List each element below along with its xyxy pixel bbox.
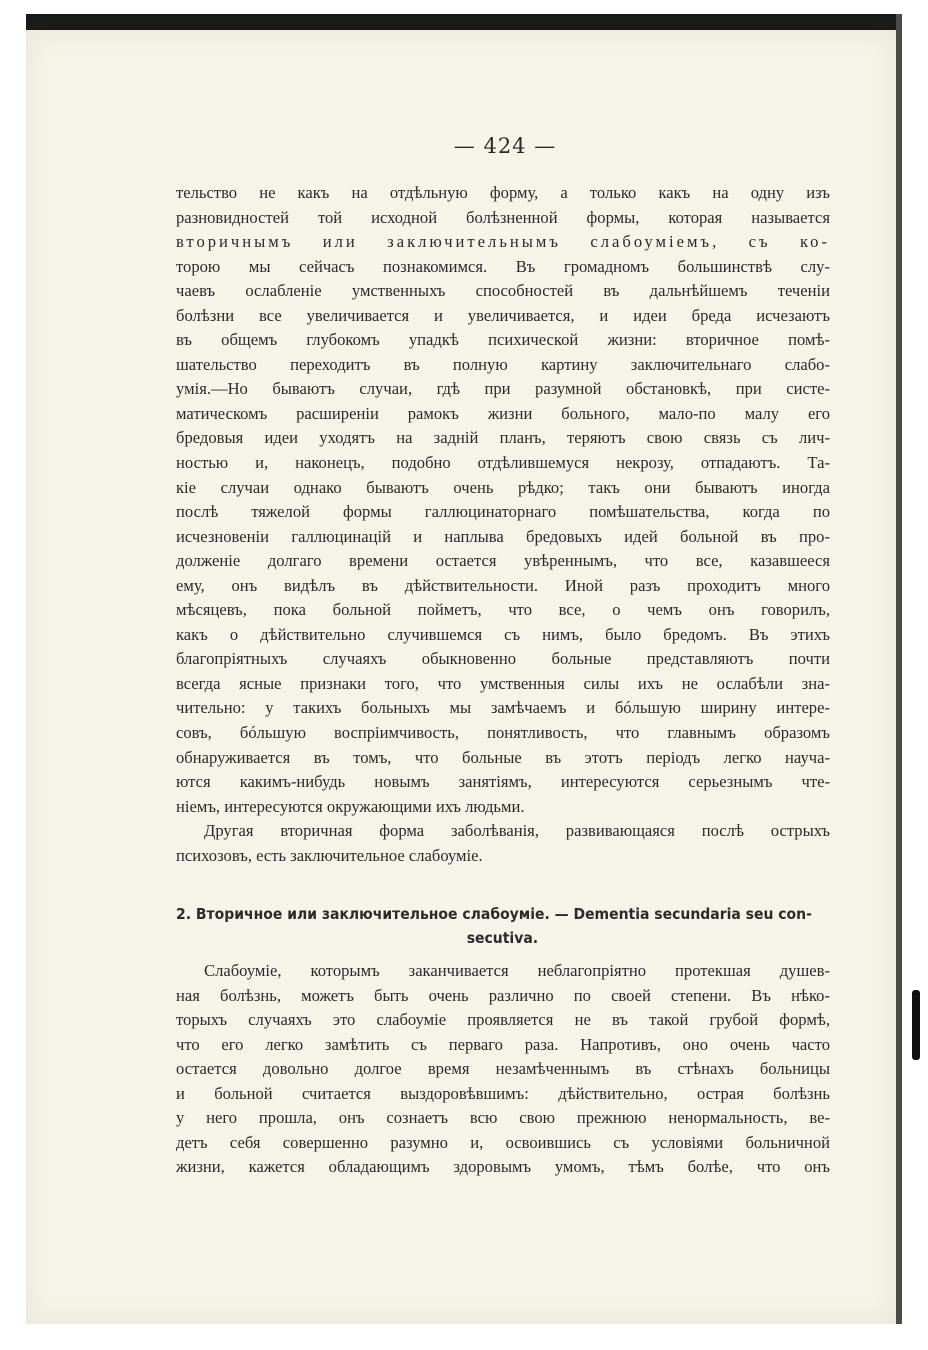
text-line: благопріятныхъ случаяхъ обыкновенно больные представляютъ почти <box>176 649 830 669</box>
text-line: какъ о дѣйствительно случившемся съ нимъ, было бредомъ. Въ этихъ <box>176 624 830 644</box>
text-line: ніемъ, интересуются окружающими ихъ людьми. <box>176 796 525 816</box>
text-line: остается довольно долгое время незамѣченнымъ въ стѣнахъ больницы <box>176 1059 830 1079</box>
text-line: всегда ясные признаки того, что умственныя силы ихъ не ослабѣли зна- <box>176 673 830 693</box>
text-line: разновидностей той исходной болѣзненной формы, которая называется <box>176 207 830 227</box>
text-line: ностью и, наконецъ, подобно отдѣлившемуся некрозу, отпадаютъ. Та- <box>176 453 830 473</box>
body-text-top <box>176 181 830 868</box>
text-line: бредовыя идеи уходятъ на заднiй планъ, теряютъ свою связь съ лич- <box>176 428 830 448</box>
text-line: детъ себя совершенно разумно и, освоившись съ условіями больничной <box>176 1132 830 1152</box>
text-line: обнаруживается въ томъ, что больные въ этотъ періодъ легко научa- <box>176 747 830 767</box>
text-line: чаевъ ослабленіе умственныхъ способностей въ дальнѣйшемъ теченіи <box>176 281 830 301</box>
body-text-bottom <box>176 959 830 1180</box>
text-line: ему, онъ видѣлъ въ дѣйствительности. Иной разъ проходитъ много <box>176 575 830 595</box>
text-line: что его легко замѣтить съ перваго раза. Напротивъ, оно очень часто <box>176 1034 830 1054</box>
text-line: Другая вторичная форма заболѣванія, развивающаяся послѣ острыхъ <box>204 821 830 841</box>
section-heading-line-1: 2. Вторичное или заключительное слабоуміе. — Dementia secundaria seu con- <box>176 905 812 923</box>
text-line: чительно: у такихъ больныхъ мы замѣчаемъ и бóльшую ширину интере- <box>176 698 830 718</box>
text-line: жизни, кажется обладающимъ здоровымъ умомъ, тѣмъ болѣе, что онъ <box>176 1157 830 1177</box>
text-line: и больной считается выздоровѣвшимъ: дѣйствительно, острая болѣзнь <box>176 1083 830 1103</box>
text-line: у него прошла, онъ сознаетъ всю свою прежнюю ненормальность, ве- <box>176 1108 830 1128</box>
text-line: въ общемъ глубокомъ упадкѣ психической жизни: вторичное помѣ- <box>176 330 830 350</box>
text-line: шательство переходитъ въ полную картину заключительнаго слабо- <box>176 354 830 374</box>
text-line: ная болѣзнь, можетъ быть очень различно по своей степени. Въ нѣко- <box>176 985 830 1005</box>
text-line: умія.—Но бываютъ случаи, гдѣ при разумной обстановкѣ, при систе- <box>176 379 830 399</box>
text-line: вторичнымъ или заключительнымъ слабоуміемъ, съ ко- <box>176 232 830 252</box>
text-line: матическомъ расширеніи рамокъ жизни больного, мало-по малу его <box>176 403 830 423</box>
page-number: — 424 — <box>453 134 557 158</box>
text-line: болѣзни все увеличивается и увеличивается, и идеи бреда исчезаютъ <box>176 305 830 325</box>
section-heading <box>176 902 812 950</box>
text-line: кіе случаи однако бываютъ очень рѣдко; такъ они бываютъ иногда <box>176 477 830 497</box>
text-line: послѣ тяжелой формы галлюцинаторнаго помѣшательства, когда по <box>176 502 830 522</box>
text-line: психозовъ, есть заключительное слабоуміе. <box>176 845 483 865</box>
text-line: торыхъ случаяхъ это слабоуміе проявляется не въ такой грубой формѣ, <box>176 1010 830 1030</box>
text-line: исчезновеніи галлюцинацій и наплыва бредовыхъ идей больной въ про- <box>176 526 830 546</box>
text-line: ются какимъ-нибудь новымъ занятіямъ, интересуются серьезнымъ чте- <box>176 772 830 792</box>
text-line: Слабоуміе, которымъ заканчивается неблагопріятно протекшая душев- <box>204 961 830 980</box>
text-line: торою мы сейчасъ познакомимся. Въ громадномъ большинствѣ слу- <box>176 256 830 276</box>
scan-edge-mark <box>912 990 920 1060</box>
text-line: тельство не какъ на отдѣльную форму, а только какъ на одну изъ <box>176 183 830 202</box>
text-line: мѣсяцевъ, пока больной пойметъ, что все, о чемъ онъ говорилъ, <box>176 600 830 620</box>
section-heading-line-2: secutiva. <box>466 929 539 947</box>
scan-right-edge <box>896 14 902 1324</box>
text-line: совъ, бóльшую воспріимчивость, понятливость, что главнымъ образомъ <box>176 723 830 743</box>
text-line: долженіе долгаго времени остается увѣреннымъ, что все, казавшееся <box>176 551 830 571</box>
